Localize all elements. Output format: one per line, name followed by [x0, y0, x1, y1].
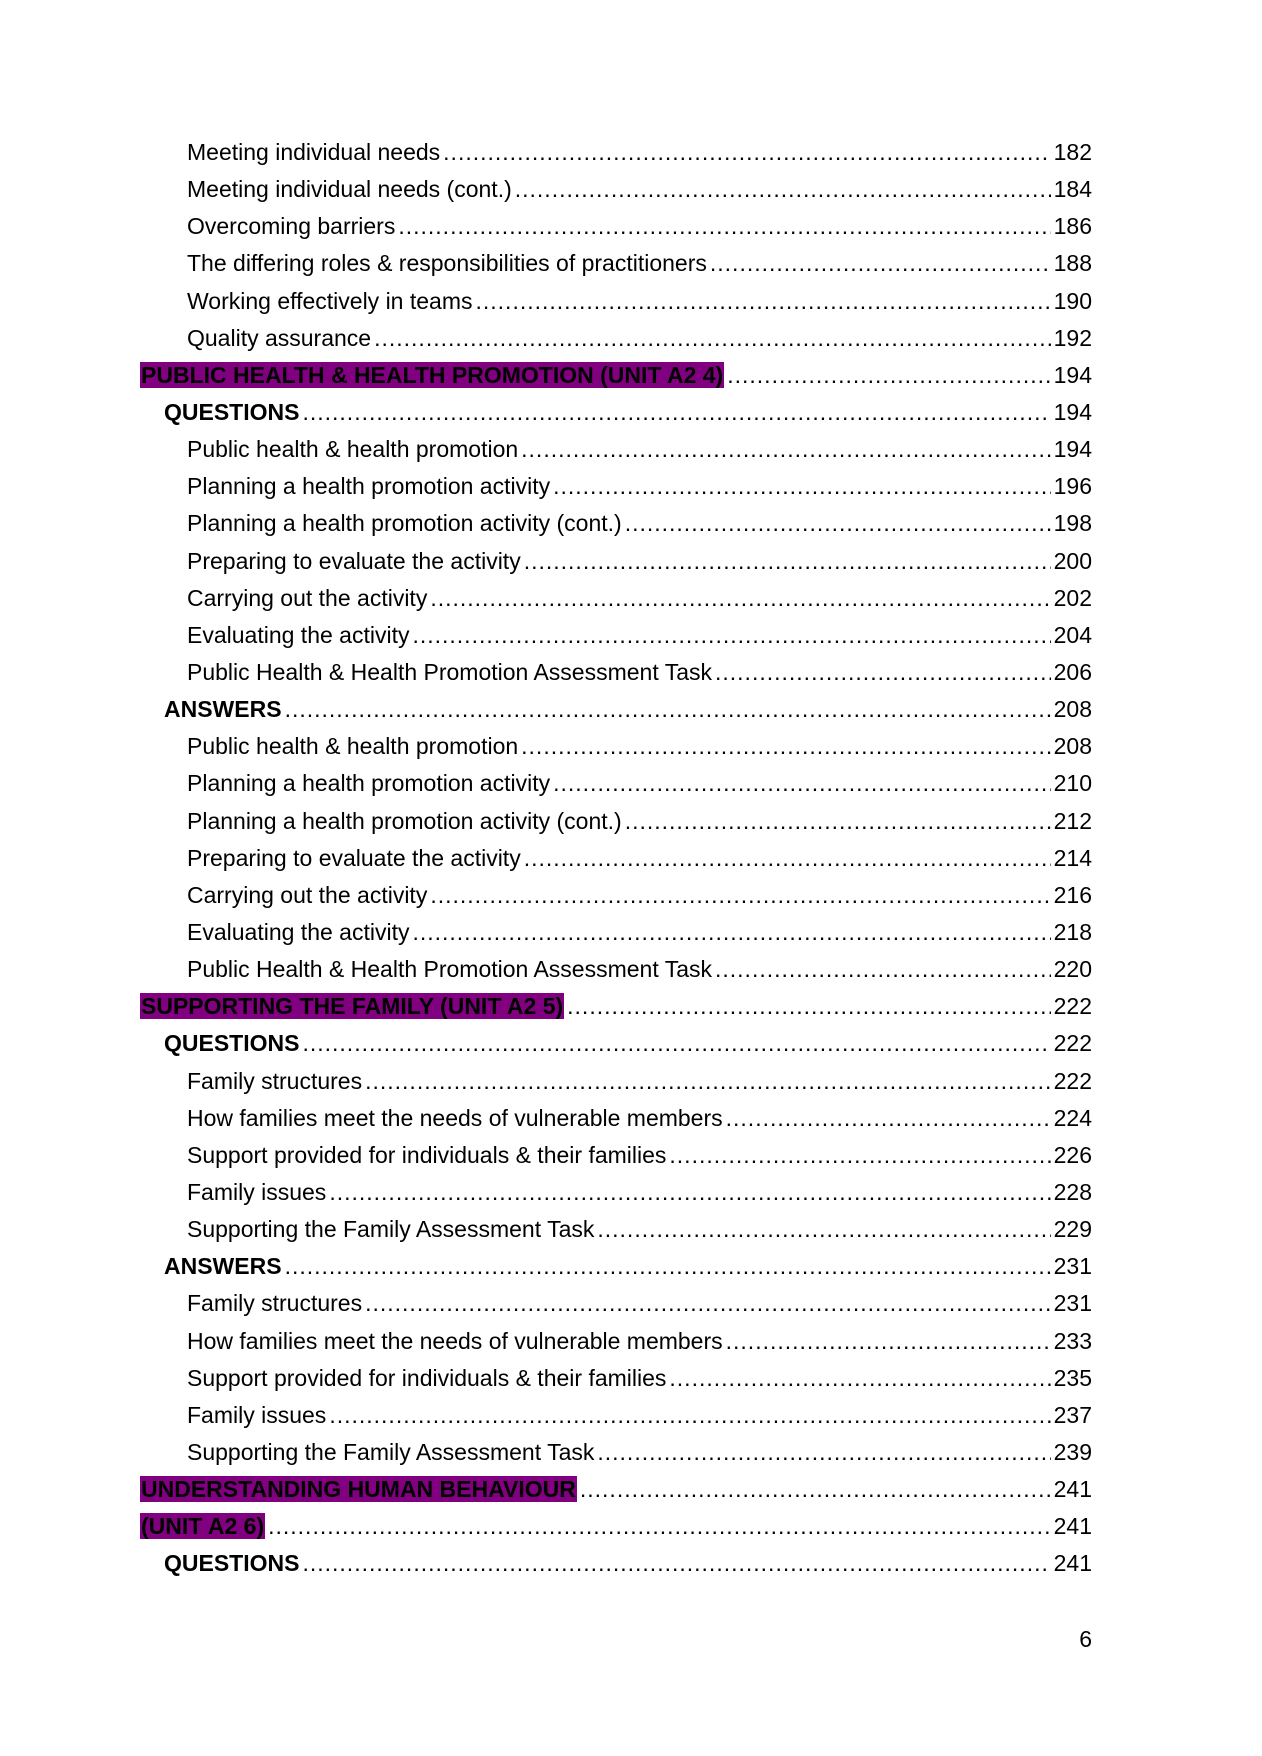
toc-subsection-heading[interactable] [140, 1545, 1092, 1582]
toc-dot-leader [597, 1434, 1050, 1471]
toc-entry-title: ANSWERS [164, 1253, 282, 1280]
toc-entry[interactable] [140, 1434, 1092, 1471]
toc-entry[interactable] [140, 543, 1092, 580]
toc-entry-title: Public health & health promotion [187, 436, 519, 463]
toc-dot-leader [365, 1063, 1051, 1100]
toc-entry-page: 220 [1053, 956, 1092, 983]
toc-entry-page: 212 [1053, 807, 1092, 834]
toc-dot-leader [374, 320, 1051, 357]
toc-section-heading[interactable] [140, 1471, 1092, 1508]
toc-entry-page: 200 [1053, 547, 1092, 574]
toc-entry-page: 194 [1053, 436, 1092, 463]
toc-dot-leader [443, 134, 1050, 171]
toc-entry-page: 202 [1053, 584, 1092, 611]
toc-entry-page: 222 [1053, 993, 1092, 1020]
toc-dot-leader [726, 1100, 1051, 1137]
toc-entry-title: Carrying out the activity [187, 881, 428, 908]
toc-dot-leader [710, 245, 1051, 282]
toc-entry[interactable] [140, 728, 1092, 765]
toc-dot-leader [412, 914, 1050, 951]
toc-entry[interactable] [140, 1174, 1092, 1211]
toc-dot-leader [715, 654, 1051, 691]
toc-dot-leader [726, 1323, 1051, 1360]
toc-dot-leader [727, 357, 1050, 394]
toc-entry-title: Meeting individual needs (cont.) [187, 176, 512, 203]
toc-entry[interactable] [140, 1323, 1092, 1360]
toc-entry-title: UNDERSTANDING HUMAN BEHAVIOUR [141, 1476, 576, 1503]
toc-dot-leader [553, 765, 1051, 802]
toc-entry[interactable] [140, 1397, 1092, 1434]
toc-dot-leader [515, 171, 1051, 208]
toc-entry[interactable] [140, 431, 1092, 468]
toc-entry-title: Planning a health promotion activity (cont.) [187, 510, 622, 537]
toc-section-heading[interactable] [140, 1508, 1092, 1545]
toc-entry[interactable] [140, 1285, 1092, 1322]
toc-dot-leader [580, 1471, 1051, 1508]
toc-dot-leader [412, 617, 1050, 654]
toc-dot-leader [521, 431, 1050, 468]
toc-entry-page: 239 [1053, 1438, 1092, 1465]
toc-entry-title: Supporting the Family Assessment Task [187, 1216, 595, 1243]
table-of-contents [140, 134, 1092, 1582]
toc-dot-leader [302, 394, 1050, 431]
toc-entry-title: Meeting individual needs [187, 139, 441, 165]
toc-entry-title: How families meet the needs of vulnerable members [187, 1104, 723, 1131]
toc-entry-page: 222 [1053, 1067, 1092, 1094]
toc-entry-title: Planning a health promotion activity (cont.) [187, 807, 622, 834]
toc-entry-page: 194 [1053, 361, 1092, 388]
toc-entry[interactable] [140, 765, 1092, 802]
toc-entry-page: 235 [1053, 1364, 1092, 1391]
toc-entry-page: 237 [1053, 1401, 1092, 1428]
toc-entry-page: 204 [1053, 621, 1092, 648]
toc-entry-title: Family issues [187, 1178, 327, 1205]
toc-entry-title: Preparing to evaluate the activity [187, 844, 521, 871]
toc-entry-title: Supporting the Family Assessment Task [187, 1438, 595, 1465]
toc-dot-leader [365, 1285, 1051, 1322]
toc-section-heading[interactable] [140, 357, 1092, 394]
toc-entry-page: 186 [1053, 213, 1092, 240]
toc-entry-title: Planning a health promotion activity [187, 473, 551, 500]
toc-dot-leader [524, 543, 1051, 580]
toc-entry[interactable] [140, 171, 1092, 208]
toc-entry-page: 241 [1053, 1513, 1092, 1540]
toc-entry[interactable] [140, 1100, 1092, 1137]
toc-dot-leader [715, 951, 1051, 988]
toc-dot-leader [669, 1360, 1050, 1397]
toc-entry-title: ANSWERS [164, 696, 282, 723]
toc-entry[interactable] [140, 1211, 1092, 1248]
toc-entry-page: 214 [1053, 844, 1092, 871]
toc-entry[interactable] [140, 468, 1092, 505]
toc-subsection-heading[interactable] [140, 691, 1092, 728]
toc-entry-page: 241 [1053, 1476, 1092, 1503]
toc-entry[interactable] [140, 803, 1092, 840]
toc-dot-leader [268, 1508, 1051, 1545]
toc-entry-title: Family structures [187, 1290, 363, 1317]
toc-entry-page: 208 [1053, 733, 1092, 760]
toc-dot-leader [430, 877, 1050, 914]
toc-entry-page: 196 [1053, 473, 1092, 500]
toc-entry-page: 233 [1053, 1327, 1092, 1354]
toc-entry-page: 216 [1053, 881, 1092, 908]
toc-entry-page: 182 [1053, 139, 1092, 165]
toc-entry[interactable] [140, 320, 1092, 357]
toc-entry-title: Preparing to evaluate the activity [187, 547, 521, 574]
toc-dot-leader [285, 1248, 1051, 1285]
toc-dot-leader [597, 1211, 1050, 1248]
toc-entry[interactable] [140, 951, 1092, 988]
toc-entry-page: 231 [1053, 1290, 1092, 1317]
toc-entry[interactable] [140, 914, 1092, 951]
toc-entry-title: Public health & health promotion [187, 733, 519, 760]
toc-dot-leader [302, 1025, 1050, 1062]
toc-entry-title: Evaluating the activity [187, 918, 410, 945]
toc-entry-page: 229 [1053, 1216, 1092, 1243]
toc-entry-title: Evaluating the activity [187, 621, 410, 648]
toc-dot-leader [625, 505, 1051, 542]
toc-entry-title: Quality assurance [187, 324, 372, 351]
toc-entry-title: Carrying out the activity [187, 584, 428, 611]
toc-entry-title: Overcoming barriers [187, 213, 396, 240]
toc-entry-page: 194 [1053, 398, 1092, 425]
toc-entry-title: Family issues [187, 1401, 327, 1428]
toc-entry-page: 210 [1053, 770, 1092, 797]
page-number: 6 [1079, 1626, 1092, 1652]
toc-entry-title: QUESTIONS [164, 398, 300, 425]
toc-entry[interactable] [140, 283, 1092, 320]
toc-entry[interactable] [140, 840, 1092, 877]
toc-dot-leader [625, 803, 1051, 840]
toc-entry-title: Support provided for individuals & their families [187, 1364, 667, 1391]
toc-dot-leader [521, 728, 1050, 765]
toc-entry[interactable] [140, 134, 1092, 171]
toc-entry-page: 188 [1053, 250, 1092, 277]
toc-entry[interactable] [140, 1137, 1092, 1174]
toc-entry-page: 192 [1053, 324, 1092, 351]
toc-entry[interactable] [140, 580, 1092, 617]
toc-entry[interactable] [140, 505, 1092, 542]
toc-entry-page: 224 [1053, 1104, 1092, 1131]
toc-dot-leader [524, 840, 1051, 877]
toc-subsection-heading[interactable] [140, 1248, 1092, 1285]
toc-entry-page: 208 [1053, 696, 1092, 723]
toc-entry-title: Working effectively in teams [187, 287, 473, 314]
toc-entry-page: 218 [1053, 918, 1092, 945]
toc-dot-leader [398, 208, 1050, 245]
toc-entry-page: 184 [1053, 176, 1092, 203]
toc-entry[interactable] [140, 245, 1092, 282]
toc-subsection-heading[interactable] [140, 394, 1092, 431]
toc-subsection-heading[interactable] [140, 1025, 1092, 1062]
toc-dot-leader [302, 1545, 1050, 1582]
toc-entry-title: Planning a health promotion activity [187, 770, 551, 797]
toc-dot-leader [430, 580, 1050, 617]
toc-section-heading[interactable] [140, 988, 1092, 1025]
toc-entry-title: Family structures [187, 1067, 363, 1094]
toc-entry-title: Public Health & Health Promotion Assessment Task [187, 658, 712, 685]
toc-entry-page: 231 [1053, 1253, 1092, 1280]
toc-entry-title: PUBLIC HEALTH & HEALTH PROMOTION (UNIT A2 4) [141, 361, 724, 388]
toc-dot-leader [329, 1174, 1050, 1211]
toc-entry-title: Support provided for individuals & their families [187, 1141, 667, 1168]
toc-entry-title: How families meet the needs of vulnerable members [187, 1327, 723, 1354]
toc-entry[interactable] [140, 208, 1092, 245]
toc-entry-page: 228 [1053, 1178, 1092, 1205]
toc-dot-leader [285, 691, 1051, 728]
toc-dot-leader [567, 988, 1050, 1025]
toc-entry-page: 206 [1053, 658, 1092, 685]
toc-entry-title: Public Health & Health Promotion Assessment Task [187, 956, 712, 983]
toc-entry-page: 222 [1053, 1030, 1092, 1057]
toc-dot-leader [476, 283, 1051, 320]
toc-dot-leader [669, 1137, 1050, 1174]
toc-entry[interactable] [140, 1360, 1092, 1397]
toc-entry[interactable] [140, 1063, 1092, 1100]
toc-entry-title: SUPPORTING THE FAMILY (UNIT A2 5) [141, 993, 564, 1020]
toc-entry-title: (UNIT A2 6) [141, 1513, 265, 1540]
toc-entry-page: 198 [1053, 510, 1092, 537]
toc-entry-title: QUESTIONS [164, 1030, 300, 1057]
toc-entry-title: The differing roles & responsibilities of practitioners [187, 250, 707, 277]
toc-entry[interactable] [140, 617, 1092, 654]
toc-entry-page: 190 [1053, 287, 1092, 314]
toc-entry[interactable] [140, 654, 1092, 691]
toc-entry[interactable] [140, 877, 1092, 914]
toc-dot-leader [329, 1397, 1050, 1434]
toc-entry-page: 226 [1053, 1141, 1092, 1168]
toc-entry-title: QUESTIONS [164, 1550, 300, 1577]
toc-dot-leader [553, 468, 1051, 505]
toc-entry-page: 241 [1053, 1550, 1092, 1577]
